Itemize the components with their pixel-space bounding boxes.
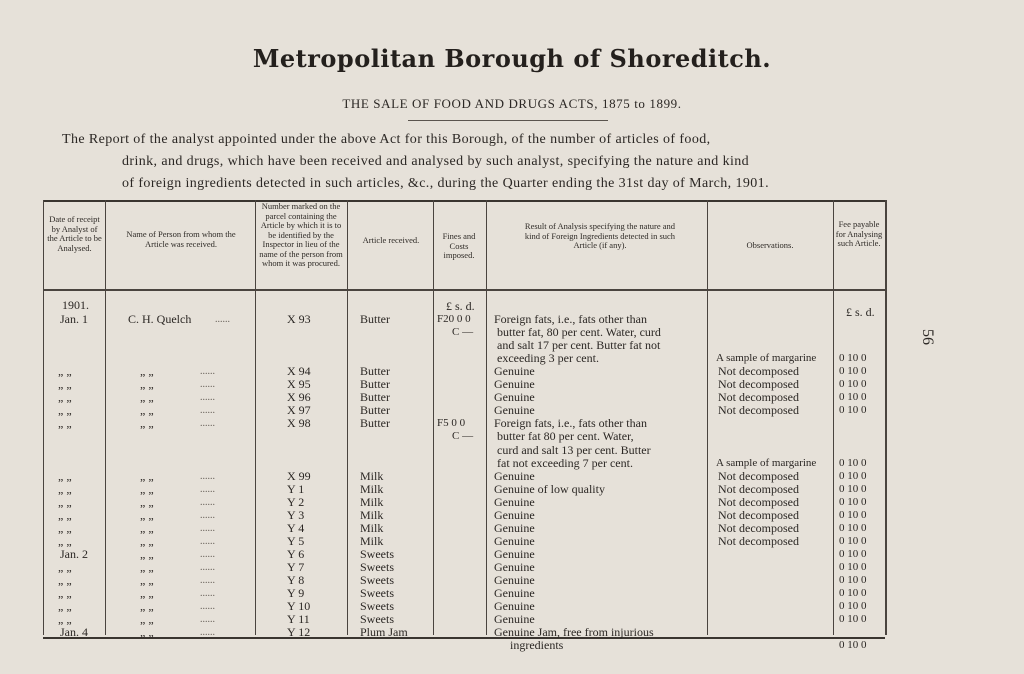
row-name: „ „ [140,390,154,405]
row-name: „ „ [140,416,154,431]
row-name: „ „ [140,599,154,614]
row-name-leader: ...... [200,392,215,404]
row-result-line: Genuine [494,507,535,522]
row-result-line: exceeding 3 per cent. [497,351,599,366]
row-result-line: Genuine [494,377,535,392]
row-name: „ „ [140,533,154,548]
row-number: X 96 [287,390,311,405]
row-name: „ „ [140,625,154,640]
row-number: Y 6 [287,546,305,561]
header-article: Article received. [362,235,420,245]
row-result-line: butter fat 80 per cent. Water, [497,429,634,444]
row-article: Butter [360,416,390,431]
row-article: Sweets [360,559,394,574]
row-observation: Not decomposed [718,507,799,522]
row-observation: Not decomposed [718,494,799,509]
row-result-line: Genuine [494,520,535,535]
row-result-line: fat not exceeding 7 per cent. [497,455,633,470]
row-result-line: Genuine [494,586,535,601]
row-result-line: Genuine [494,546,535,561]
row-result-line: ingredients [510,638,564,653]
row-article: Plum Jam [360,625,408,640]
intro-paragraph [62,129,962,195]
row-number: X 93 [287,312,311,326]
row-name-leader: ...... [200,509,215,521]
row-fine: F20 0 0 [437,313,471,325]
row-date: „ „ [58,403,72,418]
intro-line-2: drink, and drugs, which have been received and analysed by such analyst, specifying the nature and kind [122,154,750,169]
row-date: „ „ [58,468,72,483]
row-number: Y 10 [287,599,311,614]
row-costs: C — [452,430,474,443]
row-article: Milk [360,481,384,496]
row-fee: 0 10 0 [839,547,867,560]
row-number: Y 3 [287,507,305,522]
row-result-line: Genuine [494,612,535,627]
row-fee: 0 10 0 [839,469,867,482]
row-article: Butter [360,312,390,326]
row-date: „ „ [58,481,72,496]
row-fee: 0 10 0 [839,404,867,417]
row-date: „ „ [58,612,72,627]
row-name-leader: ...... [200,483,215,495]
row-name: „ „ [140,586,154,601]
col-divider [707,200,708,635]
row-article: Butter [360,403,390,418]
col-divider [105,200,106,635]
subtitle-rule [408,120,608,121]
row-result-line: Genuine [494,468,535,483]
row-number: Y 5 [287,533,305,548]
row-article: Milk [360,468,384,483]
row-fee: 0 10 0 [839,456,867,469]
header-divider [43,289,885,291]
row-name-leader: ...... [200,496,215,508]
row-name-leader: ...... [200,627,215,639]
row-number: Y 1 [287,481,305,496]
row-result-line: Genuine of low quality [494,481,605,496]
row-article: Milk [360,533,384,548]
row-name: „ „ [140,612,154,627]
row-fee: 0 10 0 [839,600,867,613]
fines-currency-head: £ s. d. [446,299,475,313]
row-article: Sweets [360,586,394,601]
row-name: „ „ [140,403,154,418]
row-fee: 0 10 0 [839,534,867,547]
row-result-line: Foreign fats, i.e., fats other than [494,416,647,431]
row-date: „ „ [58,507,72,522]
row-observation: Not decomposed [718,481,799,496]
row-number: Y 8 [287,573,305,587]
col-divider [833,200,834,635]
row-observation: Not decomposed [718,364,799,379]
header-number: Number marked on the parcel containing the Article by which it is to be identified by the Inspector in lieu of the name of the person from whom it was procured. [259,201,343,268]
row-observation: Not decomposed [718,390,799,405]
row-name-leader: ...... [200,575,215,586]
row-fine: F5 0 0 [437,417,466,430]
row-fee: 0 10 0 [839,574,867,586]
row-number: X 98 [287,416,311,431]
row-number: X 95 [287,377,311,392]
row-date: „ „ [58,390,72,405]
row-result-line: Genuine [494,494,535,509]
row-result-line: Genuine [494,403,535,418]
row-fee: 0 10 0 [839,639,867,652]
page-title: Metropolitan Borough of Shoreditch. [252,44,772,73]
row-fee: 0 10 0 [839,391,867,404]
row-article: Milk [360,520,384,535]
row-name-leader: ...... [200,614,215,626]
row-date: Jan. 2 [60,546,88,561]
row-fee: 0 10 0 [839,495,867,508]
row-result-line: Genuine [494,559,535,574]
row-name: „ „ [140,546,154,561]
row-result-line: Genuine [494,364,535,379]
row-date: Jan. 4 [60,625,88,640]
row-number: Y 11 [287,612,310,627]
row-result-line: curd and salt 13 per cent. Butter [497,442,651,457]
row-date: „ „ [58,559,72,574]
act-subtitle: THE SALE OF FOOD AND DRUGS ACTS, 1875 to 1899. [342,96,682,111]
header-date: Date of receipt by Analyst of the Article to be Analysed. [47,214,102,253]
row-name: „ „ [140,507,154,522]
row-article: Sweets [360,573,394,587]
row-article: Milk [360,494,384,509]
row-name-leader: ...... [200,470,215,482]
row-fee: 0 10 0 [839,365,867,378]
header-name: Name of Person from whom the Article was received. [126,229,236,249]
year-label: 1901. [62,298,89,312]
intro-line-1: The Report of the analyst appointed under the above Act for this Borough, of the number of articles of food, [62,132,711,147]
col-divider [486,200,487,635]
row-observation: Not decomposed [718,533,799,548]
row-name-leader: ...... [200,522,215,534]
row-date: „ „ [58,494,72,509]
row-date: „ „ [58,586,72,601]
row-name: „ „ [140,364,154,379]
row-observation: Not decomposed [718,520,799,535]
page-number: 56 [919,329,936,345]
row-fee: 0 10 0 [839,560,867,573]
row-date: Jan. 1 [60,312,88,326]
row-result-line: butter fat, 80 per cent. Water, curd [497,325,661,340]
col-divider [347,200,348,635]
row-name: C. H. Quelch [128,312,192,326]
row-number: Y 9 [287,586,305,601]
row-fee: 0 10 0 [839,508,867,521]
row-name-leader: ...... [200,601,215,613]
header-result: Result of Analysis specifying the nature and kind of Foreign Ingredients detected in such Article (if any). [524,221,676,250]
row-fee: 0 10 0 [839,482,867,495]
row-date: „ „ [58,377,72,392]
row-result-line: Genuine [494,599,535,614]
row-observation: A sample of margarine [716,352,817,365]
row-name-leader: ...... [215,314,230,325]
row-result-line: Genuine [494,533,535,548]
row-result-line: Foreign fats, i.e., fats other than [494,312,647,326]
row-result-line: and salt 17 per cent. Butter fat not [497,338,661,353]
header-fee: Fee payable for Analysing such Article. [835,219,883,248]
row-article: Sweets [360,612,394,627]
row-fee: 0 10 0 [839,587,867,600]
row-article: Butter [360,390,390,405]
row-article: Sweets [360,546,394,561]
col-divider [43,200,44,635]
row-article: Milk [360,507,384,522]
row-name-leader: ...... [200,379,215,391]
row-name: „ „ [140,573,154,587]
row-date: „ „ [58,573,72,587]
row-number: Y 7 [287,559,305,574]
row-date: „ „ [58,599,72,614]
row-name-leader: ...... [200,366,215,378]
row-fee: 0 10 0 [839,378,867,391]
row-name-leader: ...... [200,548,215,560]
row-name-leader: ...... [200,418,215,430]
row-date: „ „ [58,533,72,548]
row-observation: A sample of margarine [716,456,817,469]
col-divider [885,200,887,635]
row-number: Y 12 [287,625,311,640]
row-name-leader: ...... [200,535,215,547]
row-name: „ „ [140,468,154,483]
row-name-leader: ...... [200,588,215,600]
row-date: „ „ [58,416,72,431]
fee-currency-head: £ s. d. [846,305,875,319]
row-costs: C — [452,326,474,339]
col-divider [433,200,434,635]
row-article: Butter [360,364,390,379]
row-date: „ „ [58,520,72,535]
row-name: „ „ [140,481,154,496]
row-name: „ „ [140,559,154,574]
row-name: „ „ [140,520,154,535]
row-name-leader: ...... [200,561,215,573]
row-number: X 99 [287,468,311,483]
row-number: X 94 [287,364,311,379]
row-observation: Not decomposed [718,403,799,418]
row-name: „ „ [140,494,154,509]
header-observations: Observations. [746,240,794,250]
row-observation: Not decomposed [718,377,799,392]
row-fee: 0 10 0 [839,521,867,534]
row-name-leader: ...... [200,405,215,417]
row-number: X 97 [287,403,311,418]
row-article: Butter [360,377,390,392]
row-result-line: Genuine [494,573,535,587]
row-result-line: Genuine [494,390,535,405]
row-number: Y 4 [287,520,305,535]
col-divider [255,200,256,635]
row-fee: 0 10 0 [839,352,867,365]
row-date: „ „ [58,364,72,379]
row-name: „ „ [140,377,154,392]
row-article: Sweets [360,599,394,614]
intro-line-3: of foreign ingredients detected in such articles, &c., during the Quarter ending the 31st day of March, 1901. [122,176,769,191]
row-observation: Not decomposed [718,468,799,483]
header-fines: Fines and Costs imposed. [442,231,476,260]
row-number: Y 2 [287,494,305,509]
row-result-line: Genuine Jam, free from injurious [494,625,654,640]
row-fee: 0 10 0 [839,613,867,626]
